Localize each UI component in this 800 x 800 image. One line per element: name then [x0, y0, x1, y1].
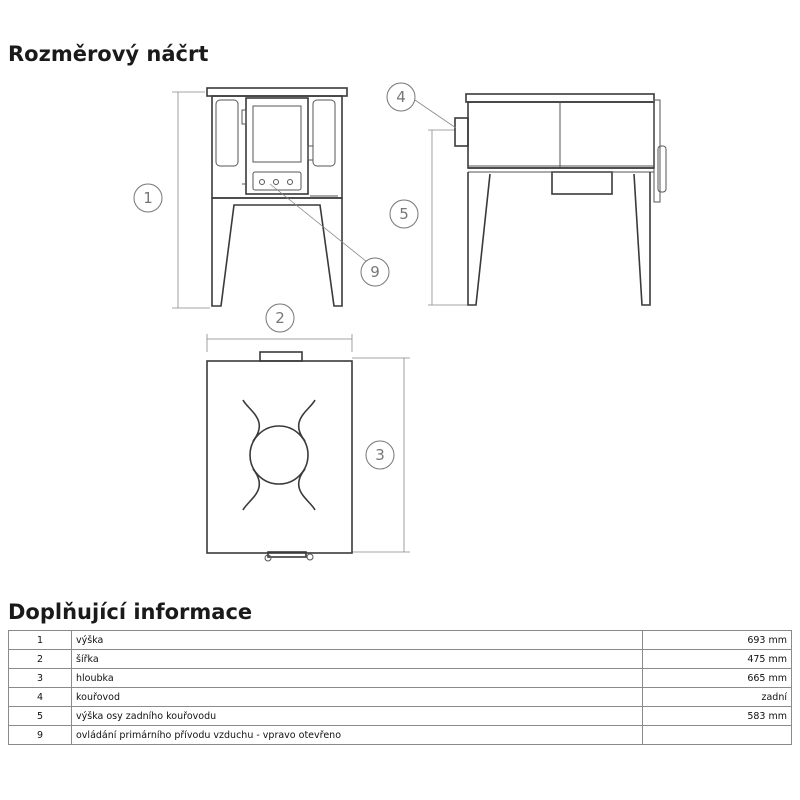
table-row: [9, 650, 792, 669]
row-label: hloubka: [72, 669, 643, 688]
svg-text:9: 9: [370, 263, 380, 281]
row-number: 3: [9, 669, 72, 688]
svg-text:5: 5: [399, 205, 409, 223]
row-number: 4: [9, 688, 72, 707]
row-label: výška: [72, 631, 643, 650]
callout-4: [387, 83, 415, 111]
svg-text:4: 4: [396, 88, 406, 106]
table-row: [9, 726, 792, 745]
row-label: šířka: [72, 650, 643, 669]
callout-5: [390, 200, 418, 228]
side-view: [428, 94, 666, 305]
row-value: 475 mm: [643, 650, 792, 669]
svg-text:3: 3: [375, 446, 385, 464]
row-number: 1: [9, 631, 72, 650]
table-row: [9, 669, 792, 688]
row-value: zadní: [643, 688, 792, 707]
row-value: 665 mm: [643, 669, 792, 688]
table-row: [9, 688, 792, 707]
row-number: 5: [9, 707, 72, 726]
row-label: ovládání primárního přívodu vzduchu - vpravo otevřeno: [72, 726, 643, 745]
dimension-sketch-heading: Rozměrový náčrt: [8, 42, 209, 66]
table-row: [9, 707, 792, 726]
svg-text:1: 1: [143, 189, 153, 207]
callout-2: [266, 304, 294, 332]
callout-1: [134, 184, 162, 212]
additional-info-heading: Doplňující informace: [8, 600, 253, 624]
row-label: výška osy zadního kouřovodu: [72, 707, 643, 726]
row-value: 693 mm: [643, 631, 792, 650]
callout-3: [366, 441, 394, 469]
row-value: [643, 726, 792, 745]
callout-9: [361, 258, 389, 286]
row-number: 9: [9, 726, 72, 745]
front-view: [172, 88, 347, 308]
additional-info-table: [8, 630, 792, 745]
table-row: [9, 631, 792, 650]
row-label: kouřovod: [72, 688, 643, 707]
row-number: 2: [9, 650, 72, 669]
row-value: 583 mm: [643, 707, 792, 726]
svg-text:2: 2: [275, 309, 285, 327]
